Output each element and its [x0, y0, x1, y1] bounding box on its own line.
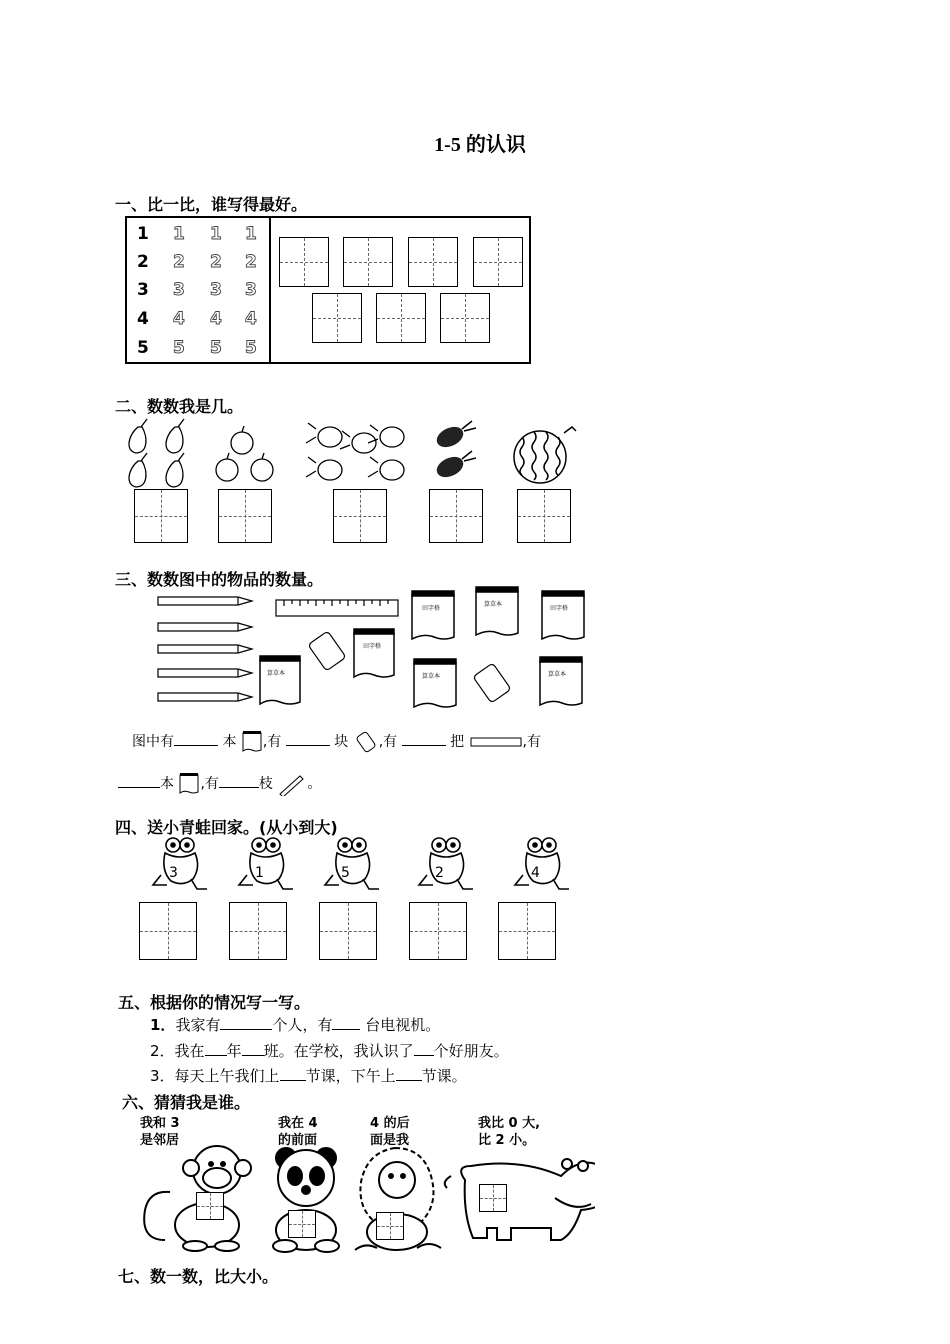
trace-digit: 2: [210, 252, 222, 272]
trace-digit: 5: [173, 338, 185, 358]
notebook-label: 算草本: [422, 673, 441, 680]
trace-digit: 1: [210, 224, 222, 244]
fill-blank[interactable]: [402, 731, 446, 746]
answer-box[interactable]: [288, 1210, 316, 1238]
answer-box[interactable]: [319, 902, 377, 960]
notebook-label: 算草本: [267, 670, 286, 677]
digit-4: 4: [137, 309, 149, 329]
section-2-heading: 二、数数我是几。: [115, 397, 244, 416]
stationery-picture: [150, 585, 595, 715]
fill-blank[interactable]: [219, 773, 259, 788]
frog-number: 4: [531, 865, 540, 881]
frog-number: 3: [169, 865, 178, 881]
trace-digit: 1: [245, 224, 257, 244]
clue-lion: 4 的后 面是我: [370, 1116, 410, 1148]
answer-box[interactable]: [229, 902, 287, 960]
clue-hippo: 我比 0 大, 比 2 小。: [478, 1116, 541, 1148]
notebook-label: 田字格: [550, 605, 569, 612]
notebook-icon: [241, 730, 263, 754]
pencil-icon: [277, 772, 307, 796]
frog-icon: [419, 838, 473, 889]
question-line-1: 1．我家有 个人，有 台电视机。: [150, 1016, 441, 1034]
trace-digit: 3: [173, 280, 185, 300]
frog-number: 2: [435, 865, 444, 881]
ruler-icon: [469, 735, 523, 749]
digit-1: 1: [137, 224, 149, 244]
fill-blank[interactable]: [242, 1041, 264, 1056]
pineapple-icon: [434, 421, 476, 481]
trace-digit: 2: [245, 252, 257, 272]
page-title: 1-5 的认识: [434, 134, 526, 156]
notebook-label: 田字格: [363, 643, 382, 650]
frog-icon: [153, 838, 207, 889]
eraser-icon: [353, 730, 379, 754]
answer-box[interactable]: [196, 1192, 224, 1220]
apple-icon: [216, 426, 273, 481]
writing-grid-box[interactable]: [376, 293, 426, 343]
section-5-heading: 五、根据你的情况写一写。: [118, 993, 311, 1012]
trace-digit: 3: [245, 280, 257, 300]
trace-digit: 1: [173, 224, 185, 244]
fill-blank[interactable]: [396, 1066, 422, 1081]
trace-digit: 4: [210, 309, 222, 329]
notebook-label: 算草本: [548, 671, 567, 678]
writing-grid-box[interactable]: [473, 237, 523, 287]
peach-icon: [306, 423, 404, 480]
digit-3: 3: [137, 280, 149, 300]
eraser-icon: [308, 631, 511, 703]
answer-box[interactable]: [409, 902, 467, 960]
clue-monkey: 我和 3 是邻居: [140, 1116, 180, 1148]
answer-box[interactable]: [498, 902, 556, 960]
digit-2: 2: [137, 252, 149, 272]
count-sentence-1: 图中有 本 ,有 块 ,有 把 ,有: [132, 730, 541, 754]
answer-box[interactable]: [517, 489, 571, 543]
fill-blank[interactable]: [220, 1015, 272, 1030]
answer-box[interactable]: [376, 1212, 404, 1240]
fill-blank[interactable]: [332, 1015, 360, 1030]
watermelon-icon: [514, 427, 576, 483]
frog-icon: [515, 838, 569, 889]
writing-grid-box[interactable]: [343, 237, 393, 287]
answer-box[interactable]: [333, 489, 387, 543]
trace-digit: 4: [245, 309, 257, 329]
fill-blank[interactable]: [205, 1041, 227, 1056]
fruit-pictures: [120, 415, 590, 490]
notebook-label: 田字格: [422, 605, 441, 612]
trace-digit: 2: [173, 252, 185, 272]
answer-box[interactable]: [479, 1184, 507, 1212]
fill-blank[interactable]: [174, 731, 218, 746]
notebook-icon: [178, 772, 200, 796]
section-6-heading: 六、猜猜我是谁。: [122, 1093, 251, 1112]
trace-digit: 4: [173, 309, 185, 329]
fill-blank[interactable]: [280, 1066, 306, 1081]
answer-box[interactable]: [429, 489, 483, 543]
question-line-3: 3．每天上午我们上 节课，下午上 节课。: [150, 1067, 467, 1085]
trace-digit: 5: [245, 338, 257, 358]
notebook-label: 算草本: [484, 601, 503, 608]
frog-number: 1: [255, 865, 264, 881]
frog-icon: [325, 838, 379, 889]
fill-blank[interactable]: [286, 731, 330, 746]
writing-grid-box[interactable]: [312, 293, 362, 343]
count-sentence-2: 本 ,有 枝 。: [118, 772, 321, 796]
section-3-heading: 三、数数图中的物品的数量。: [115, 570, 324, 589]
trace-digit: 5: [210, 338, 222, 358]
ruler-icon: [276, 600, 398, 616]
clue-panda: 我在 4 的前面: [278, 1116, 318, 1148]
frog-icon: [239, 838, 293, 889]
pear-icon: [129, 419, 184, 487]
answer-box[interactable]: [139, 902, 197, 960]
section-1-heading: 一、比一比，谁写得最好。: [115, 195, 308, 214]
answer-box[interactable]: [134, 489, 188, 543]
frog-number: 5: [341, 865, 350, 881]
trace-digit: 3: [210, 280, 222, 300]
writing-grid-box[interactable]: [440, 293, 490, 343]
pencil-icon: [158, 597, 252, 701]
fill-blank[interactable]: [118, 773, 160, 788]
writing-grid-box[interactable]: [408, 237, 458, 287]
writing-grid-box[interactable]: [279, 237, 329, 287]
section-7-heading: 七、数一数，比大小。: [118, 1267, 279, 1286]
question-line-2: 2．我在 年 班。在学校，我认识了 个好朋友。: [150, 1042, 509, 1060]
hippo-icon: [445, 1159, 595, 1240]
fill-blank[interactable]: [414, 1041, 434, 1056]
digit-5: 5: [137, 338, 149, 358]
answer-box[interactable]: [218, 489, 272, 543]
frogs-picture: [135, 835, 575, 897]
section-4-heading: 四、送小青蛙回家。(从小到大): [115, 818, 338, 837]
